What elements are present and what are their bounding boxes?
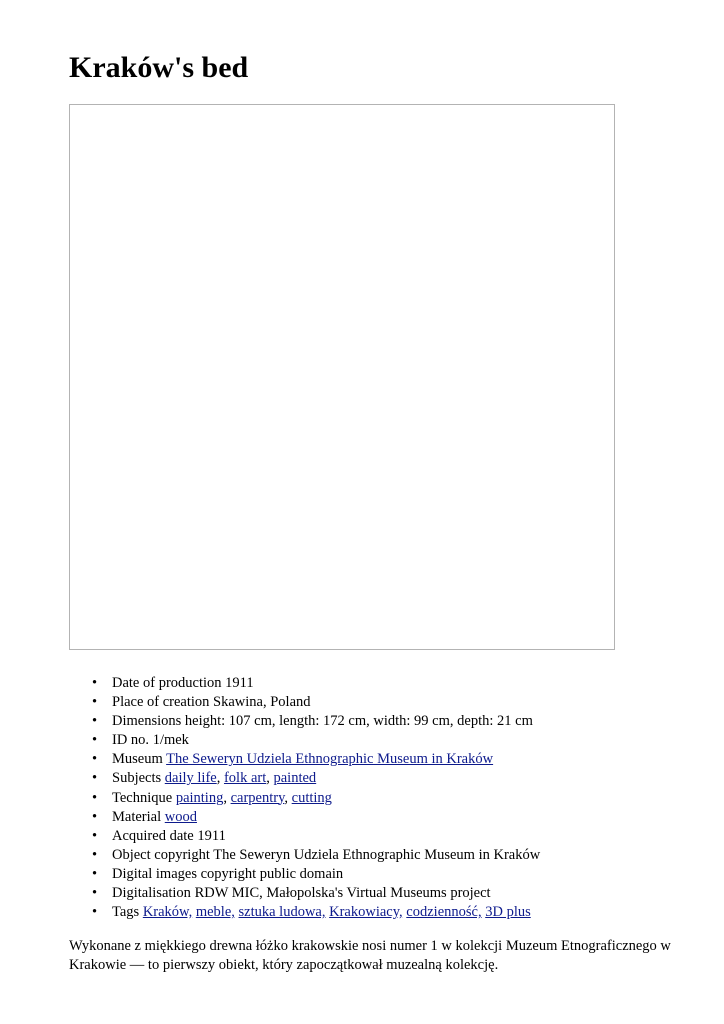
meta-subjects: • Subjects daily life, folk art, painted bbox=[92, 769, 540, 788]
page-title: Kraków's bed bbox=[69, 51, 249, 84]
meta-label: Material bbox=[112, 808, 162, 825]
meta-label: ID no. bbox=[112, 732, 150, 749]
meta-label: Acquired date bbox=[112, 827, 194, 844]
tag-link-krakowiacy[interactable]: Krakowiacy, bbox=[329, 904, 403, 921]
meta-value: RDW MIC, Małopolska's Virtual Museums project bbox=[194, 885, 491, 902]
tag-link-sztuka-ludowa[interactable]: sztuka ludowa, bbox=[238, 904, 326, 921]
tag-link-meble[interactable]: meble, bbox=[195, 904, 235, 921]
meta-value: Skawina, Poland bbox=[213, 694, 311, 711]
technique-link-cutting[interactable]: cutting bbox=[291, 789, 332, 806]
meta-technique: • Technique painting, carpentry, cutting bbox=[92, 789, 540, 808]
meta-object-copyright bbox=[92, 846, 540, 865]
description: Wykonane z miękkiego drewna łóżko krakowskie nosi numer 1 w kolekcji Muzeum Etnograficznego w Krakowie — to pierwszy obiekt, który zapoczątkował muzealną kolekcję. bbox=[69, 938, 671, 974]
meta-label: Date of production bbox=[112, 675, 222, 691]
meta-digitalisation bbox=[92, 884, 540, 903]
meta-value: 1911 bbox=[225, 675, 254, 691]
meta-value: height: 107 cm, length: 172 cm, width: 99 cm, depth: 21 cm bbox=[184, 713, 533, 730]
meta-place-of-creation bbox=[92, 693, 540, 712]
material-link-wood[interactable]: wood bbox=[164, 808, 197, 825]
meta-value: public domain bbox=[259, 865, 344, 882]
meta-label: Subjects bbox=[112, 770, 162, 787]
technique-link-carpentry[interactable]: carpentry bbox=[230, 789, 285, 806]
meta-museum bbox=[92, 750, 540, 769]
subject-link-painted[interactable]: painted bbox=[273, 770, 317, 787]
subject-link-daily-life[interactable]: daily life bbox=[164, 770, 217, 787]
object-image bbox=[69, 104, 615, 650]
museum-link[interactable]: The Seweryn Udziela Ethnographic Museum in Kraków bbox=[166, 751, 494, 768]
tag-link-codziennosc[interactable]: codzienność, bbox=[406, 904, 482, 921]
meta-digital-images-copyright bbox=[92, 865, 540, 884]
meta-value: 1/mek bbox=[152, 732, 189, 749]
meta-acquired-date bbox=[92, 827, 540, 846]
meta-date-of-production bbox=[92, 674, 540, 693]
metadata-list bbox=[92, 674, 540, 922]
meta-id-no bbox=[92, 731, 540, 750]
meta-dimensions bbox=[92, 712, 540, 731]
meta-label: Place of creation bbox=[112, 694, 210, 711]
meta-label: Museum bbox=[112, 751, 163, 768]
meta-label: Tags bbox=[112, 904, 140, 921]
meta-label: Technique bbox=[112, 789, 173, 806]
meta-material bbox=[92, 808, 540, 827]
technique-link-painting[interactable]: painting bbox=[175, 789, 224, 806]
meta-label: Object copyright bbox=[112, 846, 210, 863]
tag-link-3d-plus[interactable]: 3D plus bbox=[485, 904, 531, 921]
meta-label: Digital images copyright bbox=[112, 865, 257, 882]
meta-value: 1911 bbox=[197, 827, 226, 844]
meta-tags bbox=[92, 903, 540, 922]
meta-value: The Seweryn Udziela Ethnographic Museum in Kraków bbox=[213, 846, 541, 863]
subject-link-folk-art[interactable]: folk art bbox=[223, 770, 267, 787]
tag-link-krakow[interactable]: Kraków, bbox=[142, 904, 193, 921]
meta-label: Dimensions bbox=[112, 713, 182, 730]
meta-label: Digitalisation bbox=[112, 885, 191, 902]
